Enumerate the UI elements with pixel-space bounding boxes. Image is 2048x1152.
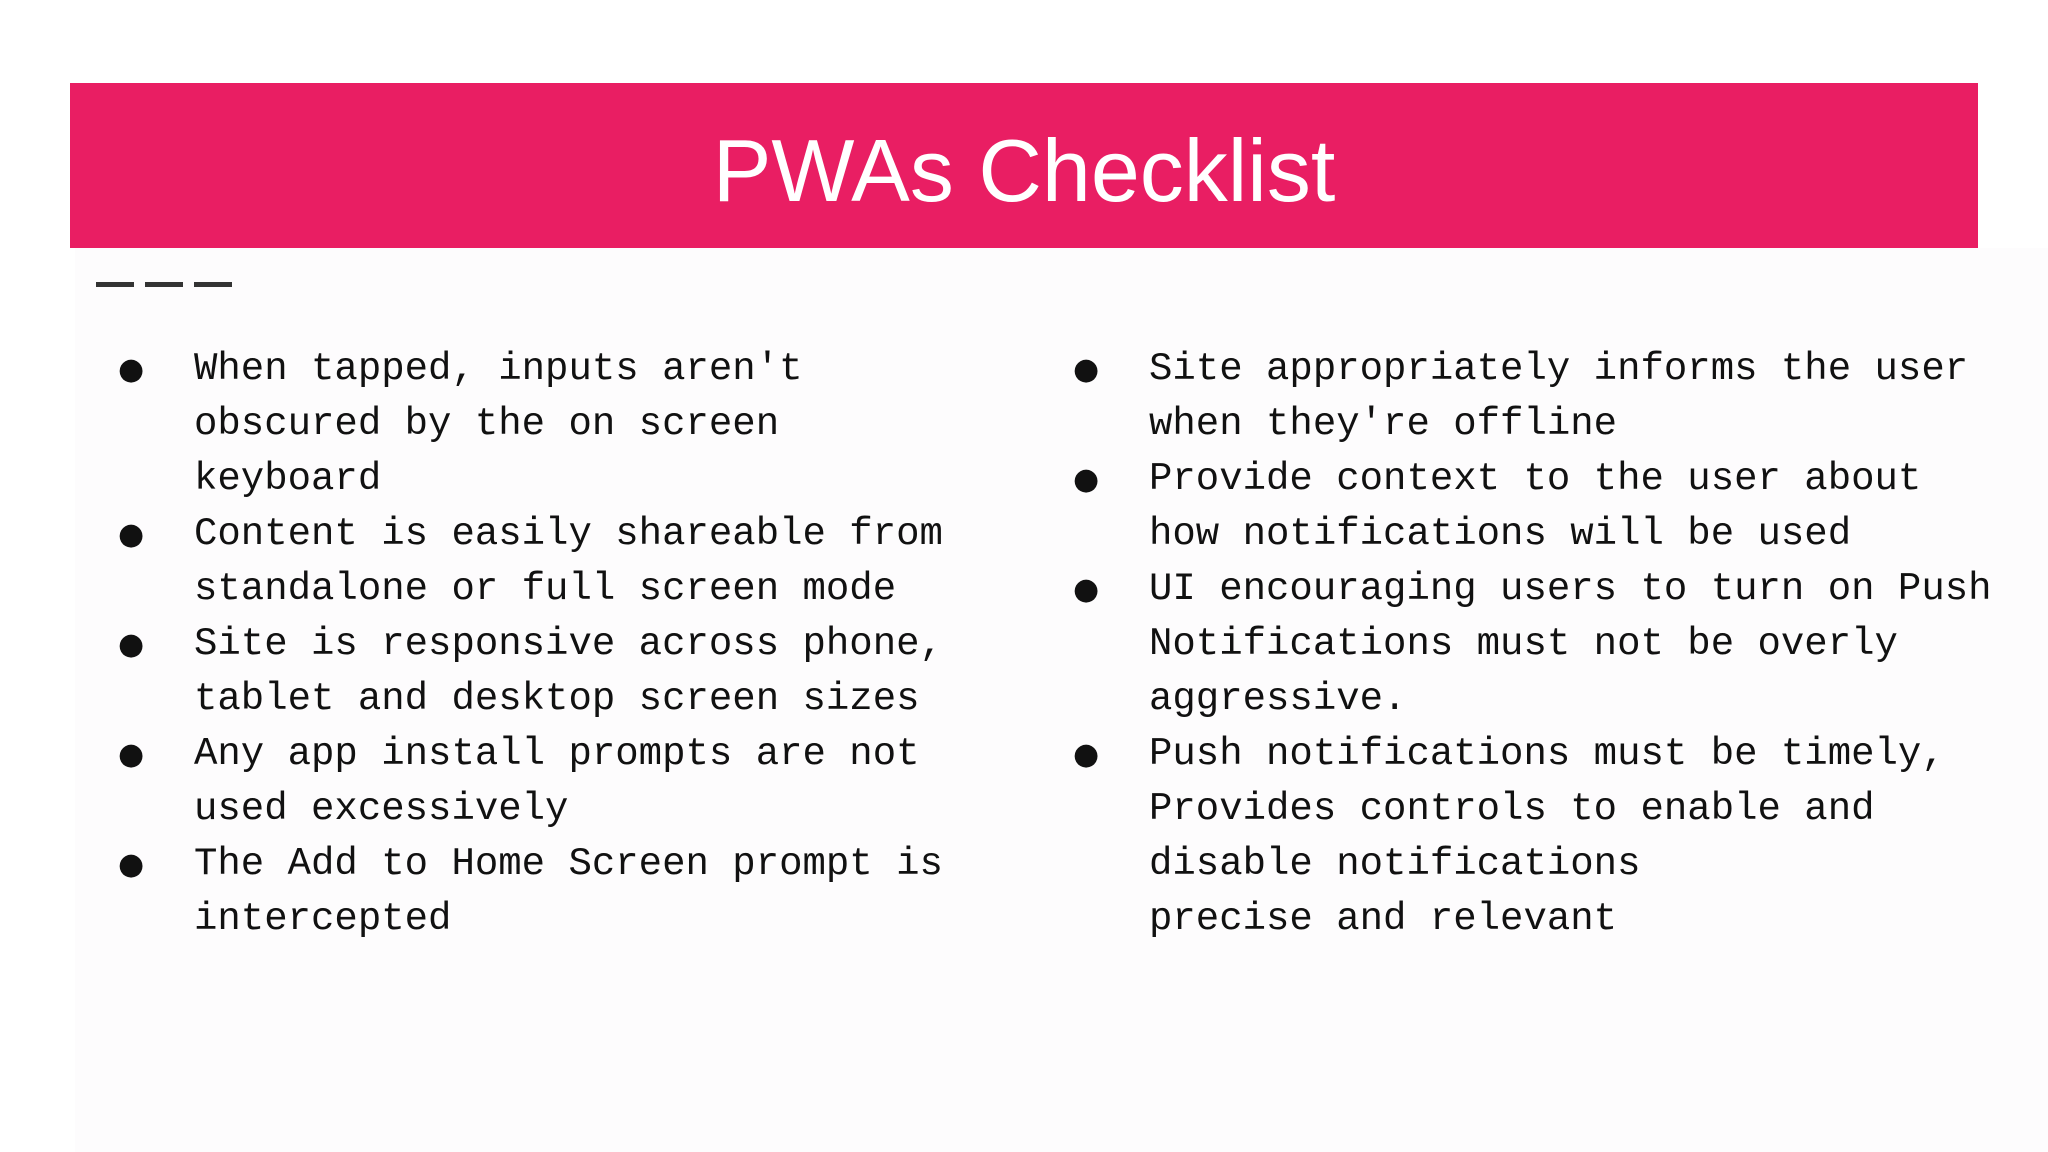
bullet-icon: ● (1073, 737, 1100, 772)
bullet-icon: ● (1073, 352, 1100, 387)
checklist-item (1073, 452, 2033, 562)
checklist-item-text: Notifications must not be overly (1149, 622, 1898, 666)
checklist-item-text: Site appropriately informs the user (1149, 347, 1969, 391)
bullet-icon: ● (1073, 462, 1100, 497)
title-bar (70, 83, 1978, 248)
checklist-item-text: intercepted (194, 897, 452, 941)
bullet-icon: ● (118, 517, 145, 552)
bullet-icon: ● (1073, 572, 1100, 607)
checklist-item-text: Provides controls to enable and (1149, 787, 1875, 831)
checklist-item-text: obscured by the on screen (194, 402, 780, 446)
checklist-item (118, 507, 978, 617)
checklist-item-text: Push notifications must be timely, (1149, 732, 1945, 776)
checklist-item-text: Any app install prompts are not (194, 732, 920, 776)
checklist-item-text: Provide context to the user about (1149, 457, 1922, 501)
checklist-item-text: aggressive. (1149, 677, 1407, 721)
bullet-icon: ● (118, 737, 145, 772)
checklist-item (1073, 342, 2033, 452)
checklist-item-text: standalone or full screen mode (194, 567, 897, 611)
divider-dash (194, 282, 232, 287)
checklist-item-text: When tapped, inputs aren't (194, 347, 803, 391)
checklist-item-text: Site is responsive across phone, (194, 622, 943, 666)
checklist-item-text: Content is easily shareable from (194, 512, 943, 556)
slide-title: PWAs Checklist (712, 120, 1336, 220)
checklist-item-text: used excessively (194, 787, 569, 831)
checklist-item (118, 727, 978, 837)
checklist-item (1073, 727, 2033, 947)
checklist-item (118, 837, 978, 947)
divider-dash (96, 282, 134, 287)
right-checklist (1073, 342, 2033, 947)
checklist-item-text: when they're offline (1149, 402, 1618, 446)
left-checklist (118, 342, 978, 947)
checklist-item (118, 617, 978, 727)
bullet-icon: ● (118, 847, 145, 882)
checklist-item-text: UI encouraging users to turn on Push (1149, 567, 1992, 611)
checklist-item-text: precise and relevant (1149, 897, 1618, 941)
checklist-item-text: keyboard (194, 457, 382, 501)
checklist-item-text: tablet and desktop screen sizes (194, 677, 920, 721)
bullet-icon: ● (118, 627, 145, 662)
checklist-item-text: how notifications will be used (1149, 512, 1852, 556)
checklist-item (1073, 562, 2033, 727)
divider-dash (145, 282, 183, 287)
title-divider (96, 282, 232, 287)
checklist-item (118, 342, 978, 507)
bullet-icon: ● (118, 352, 145, 387)
checklist-item-text: The Add to Home Screen prompt is (194, 842, 943, 886)
checklist-item-text: disable notifications (1149, 842, 1641, 886)
